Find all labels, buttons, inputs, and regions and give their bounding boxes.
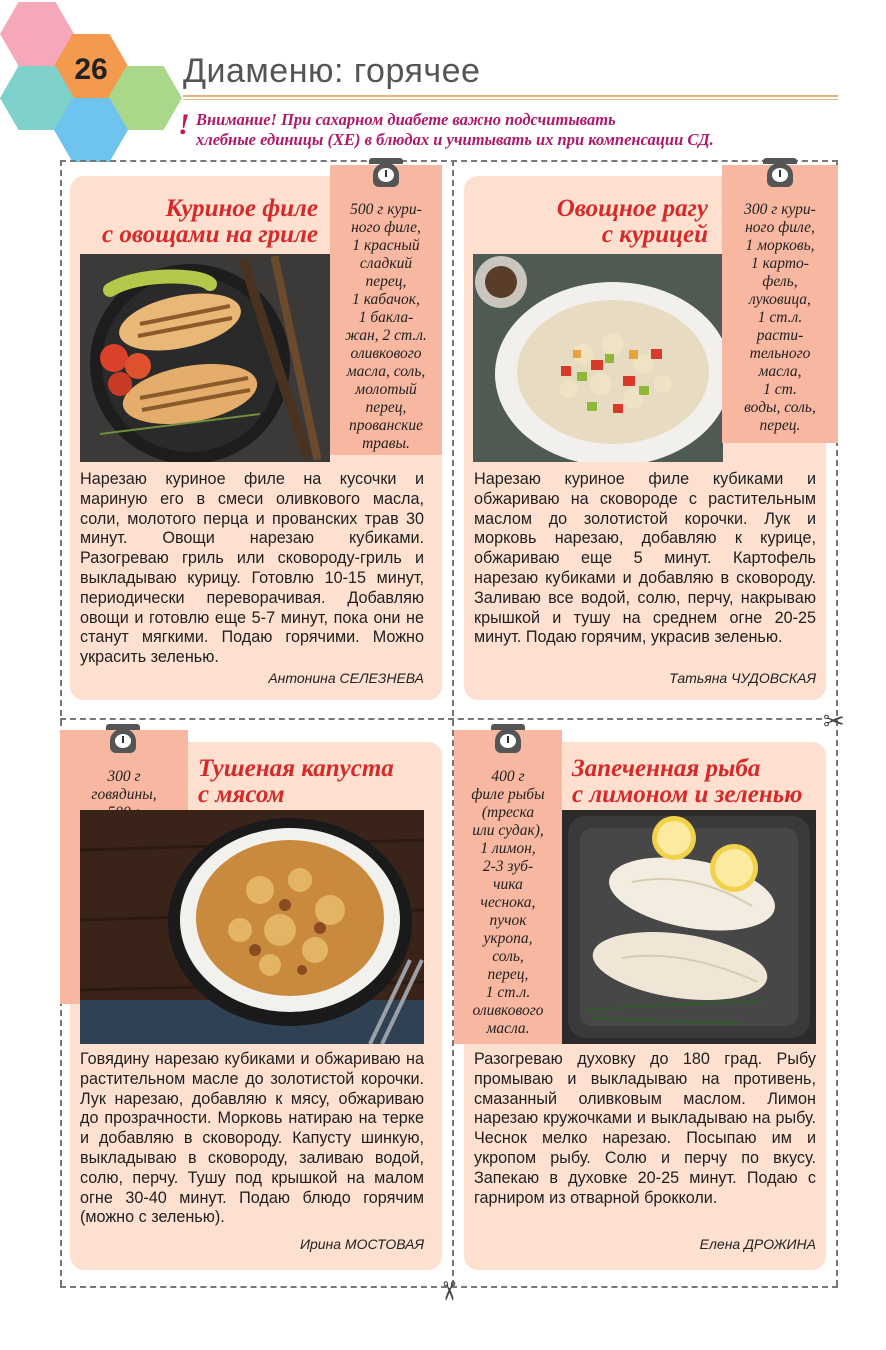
kitchen-scale-icon	[369, 158, 403, 188]
kitchen-scale-icon	[763, 158, 797, 188]
recipe-text: Говядину нарезаю кубиками и обжариваю на растительном масле до золотистой корочки. Лук нарезаю, добавляю к мясу, обжариваю до прозрачности. Морковь натираю на терке и добавляю в сковороду. Капусту шинкую, выкладываю в сковороду, заливаю водой, солю, перчу. Тушу под крышкой на малом огне 30-40 минут. Подаю блюдо горячим (можно с зеленью).	[80, 1050, 424, 1227]
recipe-photo-grilled-chicken	[80, 254, 330, 462]
page-number: 26	[74, 53, 108, 86]
recipe-photo-vegetable-stew	[473, 254, 723, 462]
header-divider	[183, 95, 838, 97]
recipe-photo-stewed-cabbage	[80, 810, 424, 1044]
recipe-author: Ирина МОСТОВАЯ	[299, 1236, 424, 1252]
scissors-icon: ✂	[823, 706, 845, 736]
recipe-text: Разогреваю духовку до 180 град. Рыбу промываю и выкладываю на противень, смазанный оливковым маслом. Лимон нарезаю кружочками и выкладываю на рыбу. Чеснок мелко нарезаю. Посыпаю им и укропом рыбу. Солю и перчу по вкусу. Запекаю в духовке 20-25 минут. Подаю с гарниром из отварной брокколи.	[474, 1050, 816, 1207]
warning-line-1: Внимание! При сахарном диабете важно подсчитывать	[196, 110, 616, 129]
ingredients-box: 300 г говядины,	[60, 730, 188, 1004]
header-divider-thin	[183, 99, 838, 100]
warning-exclamation-icon: !	[178, 108, 190, 141]
recipe-title: Тушеная капуста с мясом	[198, 755, 394, 808]
page-title: Диаменю: горячее	[183, 52, 481, 90]
warning-line-2: хлебные единицы (ХЕ) в блюдах и учитывать их при компенсации СД.	[196, 130, 714, 149]
recipe-text: Нарезаю куриное филе кубиками и обжариваю на сковороде с растительным маслом до золотистой корочки. Лук и морковь нарезаю, добавляю к курице, обжариваю еще 5 минут. Картофель нарезаю кубиками и добавляю в сковороду. Заливаю все водой, солю, перчу, накрываю крышкой и тушу на среднем огне 20-25 минут. Подаю горячим, украсив зеленью.	[474, 470, 816, 647]
scissors-icon: ✂	[433, 1280, 464, 1302]
warning-text	[196, 110, 714, 150]
recipe-title: Куриное филе с овощами на гриле	[102, 195, 318, 248]
cut-line-center	[452, 160, 454, 1286]
ingredients-box: 300 г кури- ного филе, 1 морковь, 1 карто- фель, луковица, 1 ст.л. расти- тельного масла, 1 ст. воды, соль, перец.	[722, 165, 838, 443]
cut-line-middle	[60, 718, 822, 720]
recipe-title: Запеченная рыба с лимоном и зеленью	[572, 755, 803, 808]
recipe-author: Антонина СЕЛЕЗНЕВА	[268, 670, 424, 686]
ingredients-box: 400 г филе рыбы (треска или судак), 1 лимон, 2-3 зуб- чика чеснока, пучок укропа, соль, перец, 1 ст.л. оливкового масла.	[454, 730, 562, 1044]
ingredients-box: 500 г кури- ного филе, 1 красный сладкий перец, 1 кабачок, 1 бакла- жан, 2 ст.л. оливкового масла, соль, молотый перец, прованские травы.	[330, 165, 442, 455]
recipe-author: Елена ДРОЖИНА	[699, 1236, 816, 1252]
recipe-text: Нарезаю куриное филе на кусочки и мариную его в смеси оливкового масла, соли, молотого перца и прованских трав 30 минут. Овощи нарезаю кубиками. Разогреваю гриль или сковороду-гриль и выкладываю курицу. Готовлю 10-15 минут, периодически переворачивая. Добавляю овощи и готовлю еще 5-7 минут, пока они не станут мягкими. Подаю горячими. Можно украсить зеленью.	[80, 470, 424, 667]
recipe-author: Татьяна ЧУДОВСКАЯ	[669, 670, 816, 686]
kitchen-scale-icon	[106, 724, 140, 754]
cut-line-top	[60, 160, 838, 162]
recipe-photo-baked-fish	[562, 810, 816, 1044]
kitchen-scale-icon	[491, 724, 525, 754]
cut-line-left	[60, 160, 62, 1286]
recipe-title: Овощное рагу с курицей	[556, 195, 708, 248]
